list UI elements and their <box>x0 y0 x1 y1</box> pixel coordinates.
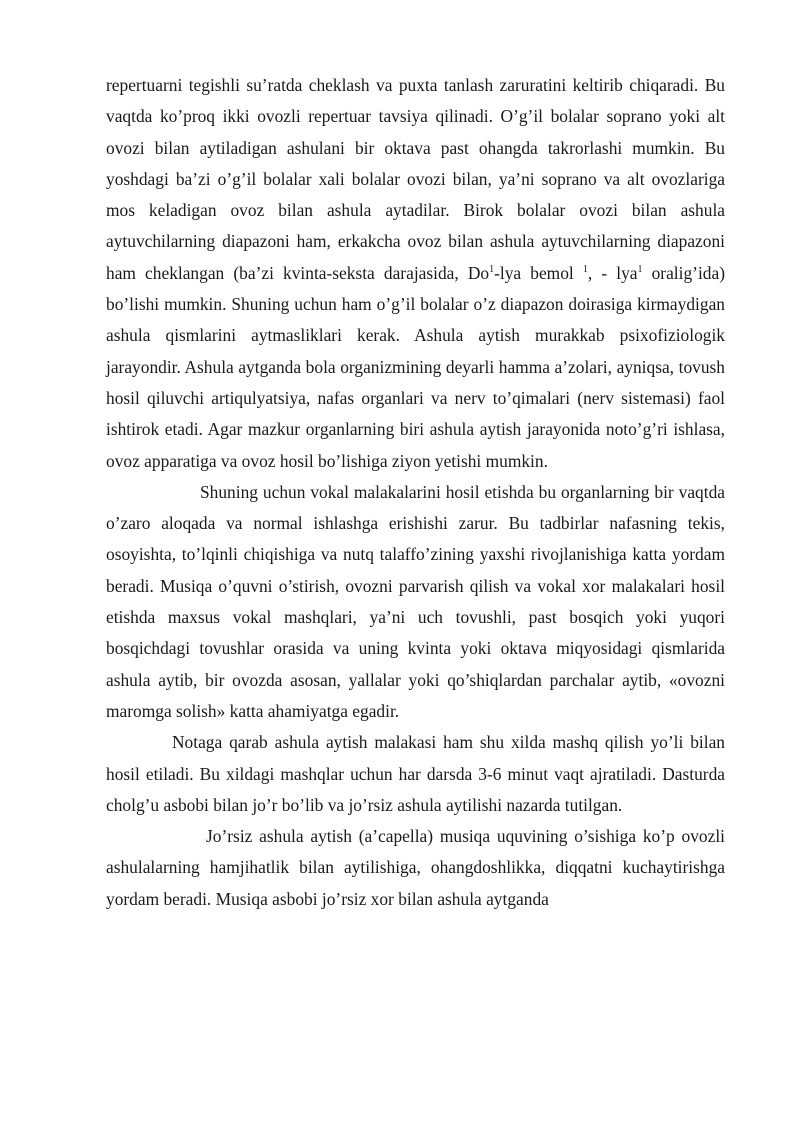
paragraph-1-text-d: oralig’ida) bo’lishi mumkin. Shuning uchun ham o’g’il bolalar o’z diapazon doirasiga kirmaydigan ashula qismlarini aytmasliklari kerak. Ashula aytish murakkab psixofiziologik jarayondir. Ashula aytganda bola organizmining deyarli hamma a’zolari, ayniqsa, tovush hosil qiluvchi artiqulyatsiya, nafas organlari va nerv to’qimalari (nerv sistemasi) faol ishtirok etadi. Agar mazkur organlarning biri ashula aytish jarayonida noto’g’ri ishlasa, ovoz apparatiga va ovoz hosil bo’lishiga ziyon yetishi mumkin. <box>106 262 725 471</box>
paragraph-4: Jo’rsiz ashula aytish (a’capella) musiqa uquvining o’sishiga ko’p ovozli ashulalarning hamjihatlik bilan aytilishiga, ohangdoshlikka, diqqatni kuchaytirishga yordam beradi. Musiqa asbobi jo’rsiz xor bilan ashula aytganda <box>106 826 725 909</box>
paragraph-1 <box>106 70 725 477</box>
superscript-1: 1 <box>489 263 495 275</box>
paragraph-1-text-c: , - lya <box>587 262 638 283</box>
superscript-2: 1 <box>582 263 588 275</box>
superscript-3: 1 <box>637 263 643 275</box>
paragraph-2: Shuning uchun vokal malakalarini hosil etishda bu organlarning bir vaqtda o’zaro aloqada va normal ishlashga erishishi zarur. Bu tadbirlar nafasning tekis, osoyishta, to’lqinli chiqishiga va nutq talaffo’zining yaxshi rivojlanishiga katta yordam beradi. Musiqa o’quvni o’stirish, ovozni parvarish qilish va vokal xor malakalari hosil etishda maxsus vokal mashqlari, ya’ni uch tovushli, past bosqich yoki yuqori bosqichdagi tovushlar orasida va uning kvinta yoki oktava miqyosidagi qismlarida ashula aytib, bir ovozda asosan, yallalar yoki qo’shiqlardan parchalar aytib, «ovozni maromga solish» katta ahamiyatga egadir. <box>106 481 725 721</box>
paragraph-1-text-b: -lya bemol <box>494 262 583 283</box>
paragraph-3: Notaga qarab ashula aytish malakasi ham shu xilda mashq qilish yo’li bilan hosil etiladi. Bu xildagi mashqlar uchun har darsda 3-6 minut vaqt ajratiladi. Dasturda cholg’u asbobi bilan jo’r bo’lib va jo’rsiz ashula aytilishi nazarda tutilgan. <box>106 732 725 815</box>
paragraph-1-text-a: repertuarni tegishli su’ratda cheklash va puxta tanlash zaruratini keltirib chiqaradi. Bu vaqtda ko’proq ikki ovozli repertuar tavsiya qilinadi. O’g’il bolalar soprano yoki alt ovozi bilan aytiladigan ashulani bir oktava past ohangda takrorlashi mumkin. Bu yoshdagi ba’zi o’g’il bolalar xali bolalar ovozi bilan, ya’ni soprano va alt ovozlariga mos keladigan ovoz bilan ashula aytadilar. Birok bolalar ovozi bilan ashula aytuvchilarning diapazoni ham, erkakcha ovoz bilan ashula aytuvchilarning diapazoni ham cheklangan (ba’zi kvinta-seksta darajasida, Do <box>106 75 725 283</box>
document-page <box>106 70 725 915</box>
